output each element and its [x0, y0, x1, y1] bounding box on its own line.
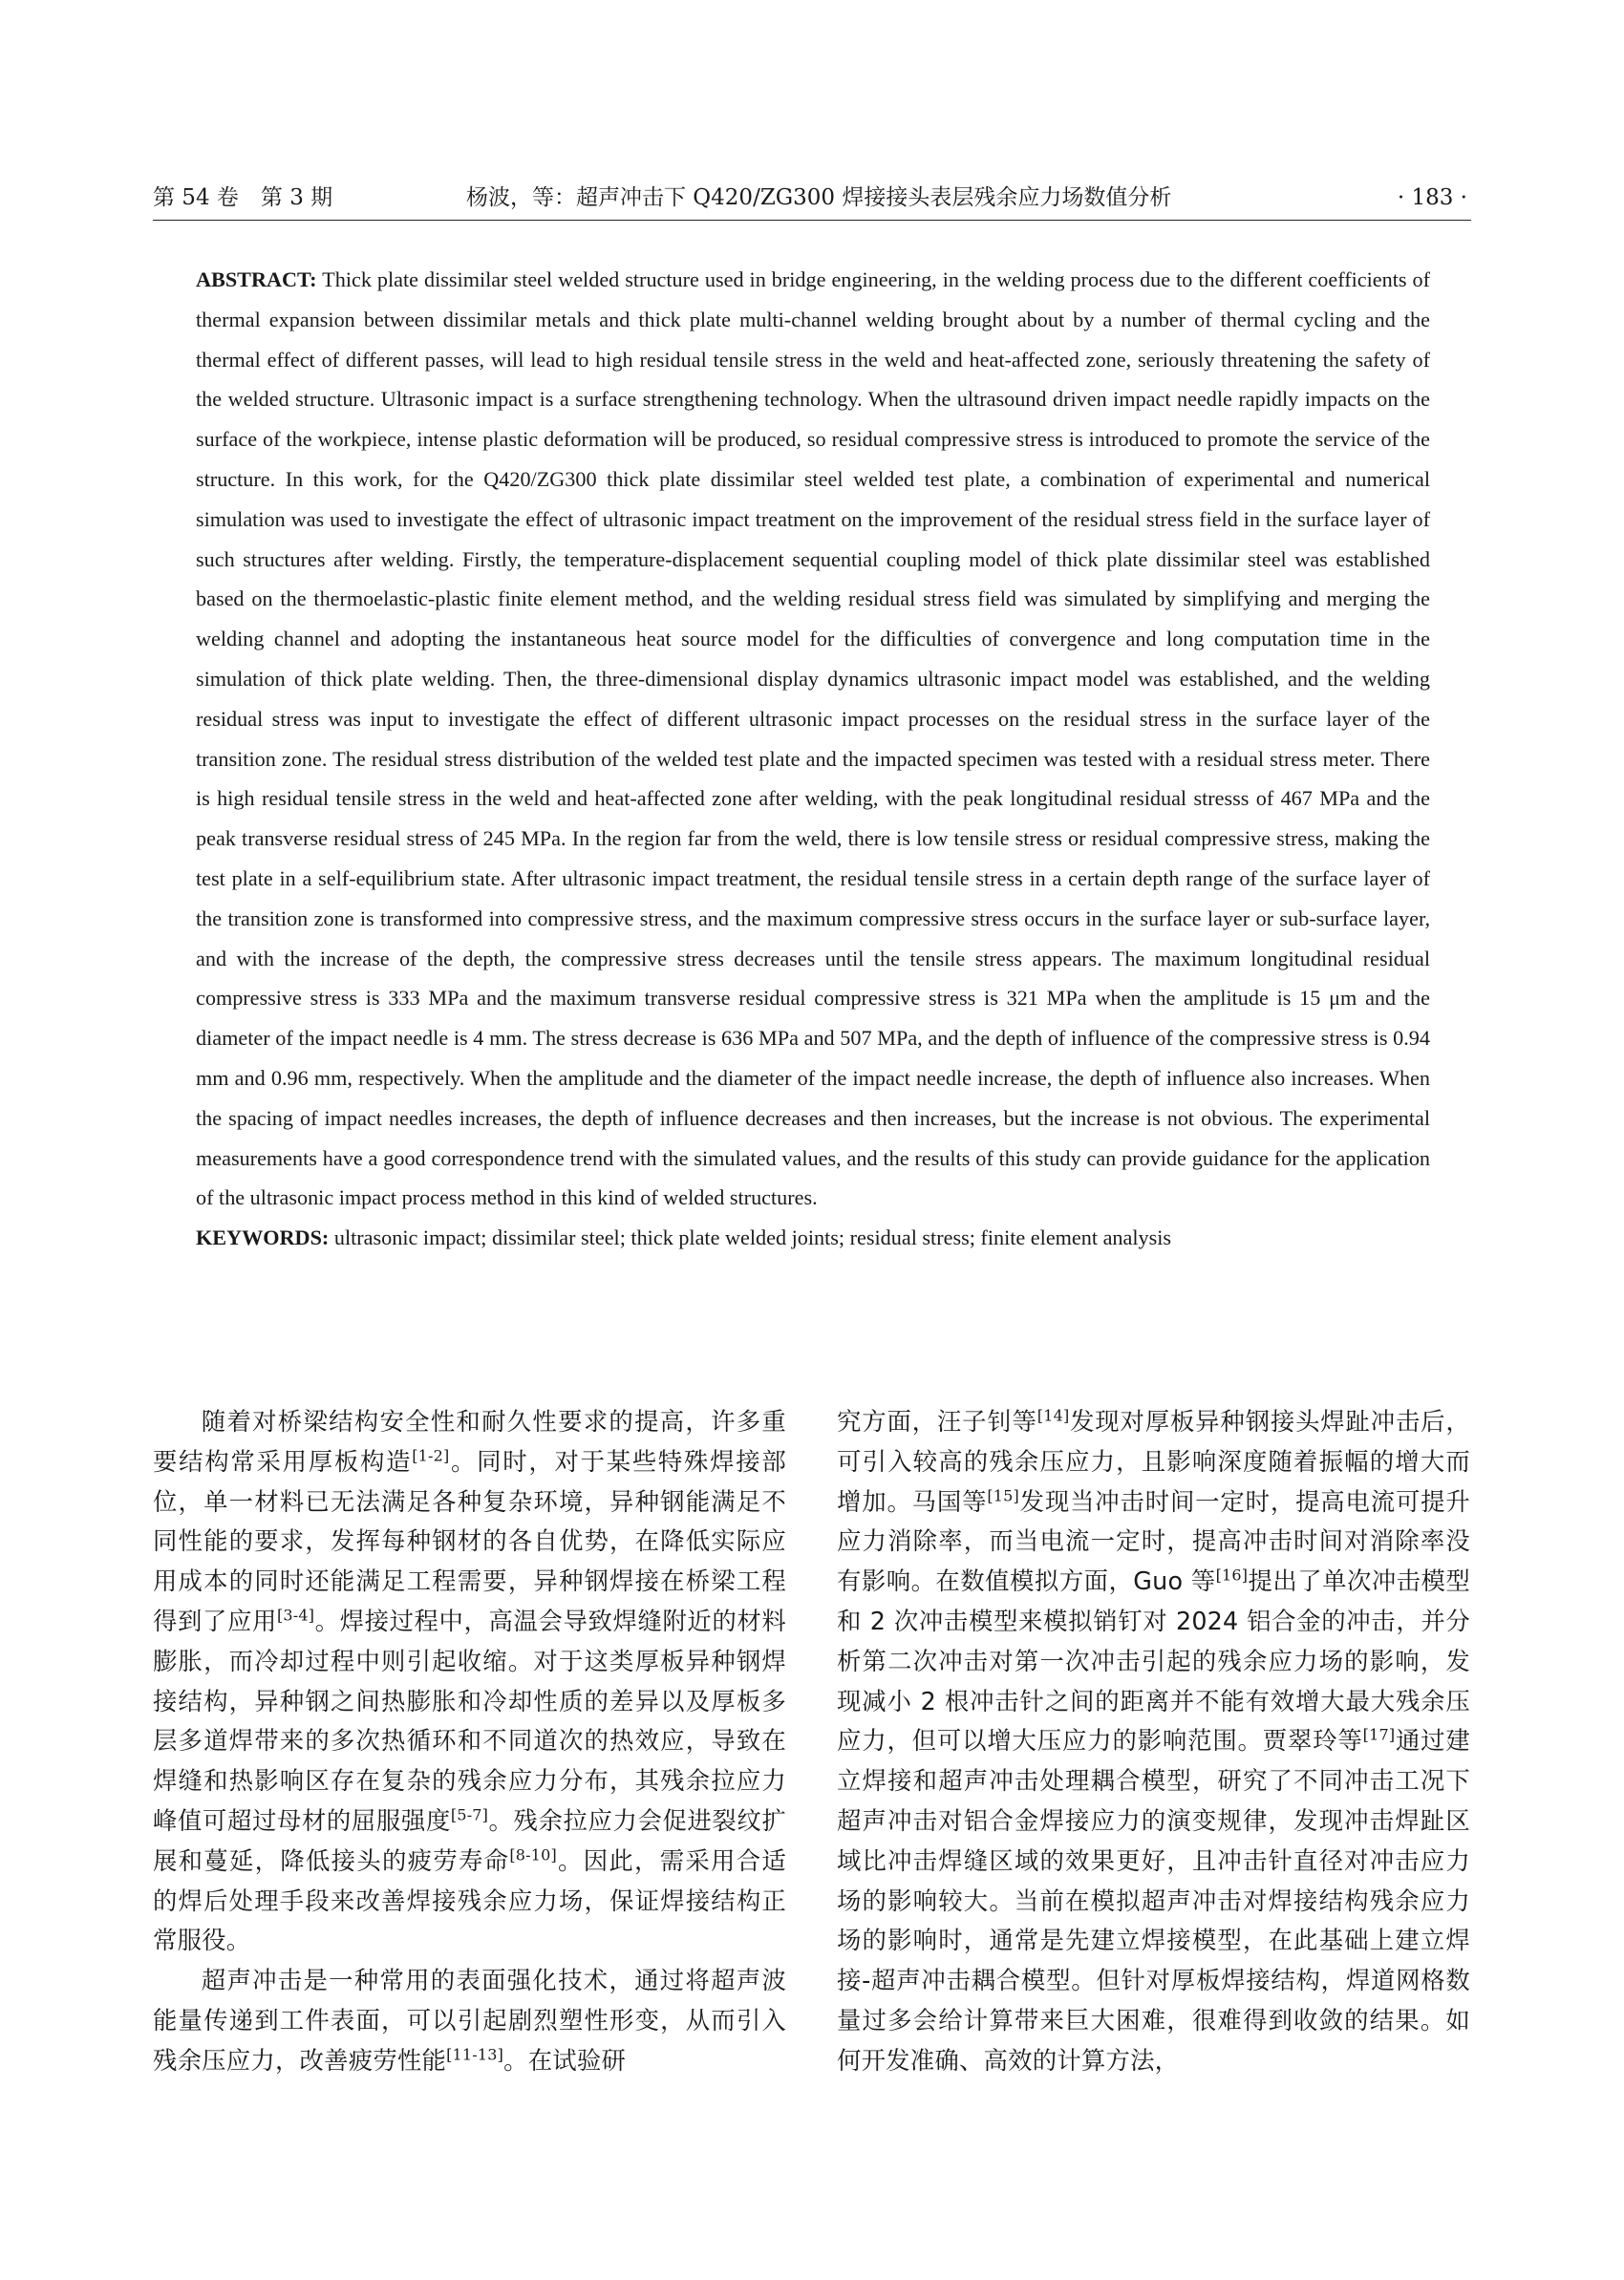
- citation: [17]: [1362, 1725, 1396, 1744]
- intro-paragraph-2: [153, 1961, 786, 2080]
- text-run: 。因此，需采用合适的焊后处理手段来改善焊接残余应力场，保证焊接结构正常服役。: [153, 1845, 786, 1955]
- citation: [16]: [1215, 1566, 1249, 1585]
- abstract-text: Thick plate dissimilar steel welded structure used in bridge engineering, in the welding process due to the different coefficients of thermal expansion between dissimilar metals and thick plate multi-channel welding brought about by a number of thermal cycling and the thermal effect of different passes, will lead to high residual tensile stress in the weld and heat-affected zone, seriously threatening the safety of the welded structure. Ultrasonic impact is a surface strengthening technology. When the ultrasound driven impact needle rapidly impacts on the surface of the workpiece, intense plastic deformation will be produced, so residual compressive stress is introduced to promote the service of the structure. In this work, for the Q420/ZG300 thick plate dissimilar steel welded test plate, a combination of experimental and numerical simulation was used to investigate the effect of ultrasonic impact treatment on the improvement of the residual stress field in the surface layer of such structures after welding. Firstly, the temperature-displacement sequential coupling model of thick plate dissimilar steel was established based on the thermoelastic-plastic finite element method, and the welding residual stress field was simulated by simplifying and merging the welding channel and adopting the instantaneous heat source model for the difficulties of convergence and long computation time in the simulation of thick plate welding. Then, the three-dimensional display dynamics ultrasonic impact model was established, and the welding residual stress was input to investigate the effect of different ultrasonic impact processes on the residual stress in the surface layer of the transition zone. The residual stress distribution of the welded test plate and the impacted specimen was tested with a residual stress meter. There is high residual tensile stress in the weld and heat-affected zone after welding, with the peak longitudinal residual stresss of 467 MPa and the peak transverse residual stress of 245 MPa. In the region far from the weld, there is low tensile stress or residual compressive stress, making the test plate in a self-equilibrium state. After ultrasonic impact treatment, the residual tensile stress in a certain depth range of the surface layer of the transition zone is transformed into compressive stress, and the maximum compressive stress occurs in the surface layer or sub-surface layer, and with the increase of the depth, the compressive stress decreases until the tensile stress appears. The maximum longitudinal residual compressive stress is 333 MPa and the maximum transverse residual compressive stress is 321 MPa when the amplitude is 15 μm and the diameter of the impact needle is 4 mm. The stress decrease is 636 MPa and 507 MPa, and the depth of influence of the compressive stress is 0.94 mm and 0.96 mm, respectively. When the amplitude and the diameter of the impact needle increase, the depth of influence also increases. When the spacing of impact needles increases, the depth of influence decreases and then increases, but the increase is not obvious. The experimental measurements have a good correspondence trend with the simulated values, and the results of this study can provide guidance for the application of the ultrasonic impact process method in this kind of welded structures.: [196, 267, 1430, 1210]
- text-run: 。在试验研: [503, 2045, 627, 2075]
- citation: [8-10]: [509, 1845, 557, 1864]
- intro-paragraph-1: [153, 1402, 786, 1961]
- left-column: [153, 1402, 786, 2081]
- text-run: 通过建立焊接和超声冲击处理耦合模型，研究了不同冲击工况下超声冲击对铝合金焊接应力的演变规律，发现冲击焊趾区域比冲击焊缝区域的效果更好，且冲击针直径对冲击应力场的影响较大。当前在模拟超声冲击对焊接结构残余应力场的影响时，通常是先建立焊接模型，在此基础上建立焊接-超声冲击耦合模型。但针对厚板焊接结构，焊道网格数量过多会给计算带来巨大困难，很难得到收敛的结果。如何开发准确、高效的计算方法，: [837, 1726, 1470, 2075]
- citation: [3-4]: [276, 1606, 315, 1625]
- abstract-label: ABSTRACT:: [196, 267, 317, 291]
- citation: [1-2]: [412, 1446, 450, 1465]
- right-column: [837, 1402, 1470, 2081]
- page-number: · 183 ·: [1397, 185, 1467, 210]
- citation: [5-7]: [450, 1805, 489, 1824]
- running-title: 杨波，等：超声冲击下 Q420/ZG300 焊接接头表层残余应力场数值分析: [466, 185, 1172, 210]
- keywords-label: KEYWORDS:: [196, 1225, 330, 1250]
- text-run: 发现当冲击时间一定时，提高电流可提升应力消除率，而当电流一定时，提高冲击时间对消除率没有影响。在数值模拟方面，Guo 等: [837, 1486, 1470, 1596]
- citation: [15]: [987, 1486, 1019, 1505]
- keywords-paragraph: [196, 1218, 1430, 1258]
- text-run: 提出了单次冲击模型和 2 次冲击模型来模拟销钉对 2024 铝合金的冲击，并分析第二次冲击对第一次冲击引起的残余应力场的影响，发现减小 2 根冲击针之间的距离并不能有效增大最大残余压应力，但可以增大压应力的影响范围。贾翠玲等: [837, 1566, 1470, 1756]
- body-columns: [153, 1402, 1471, 2128]
- text-run: 随着对桥梁结构安全性和耐久性要求的提高，许多重要结构常采用厚板构造: [153, 1407, 786, 1476]
- text-run: 。残余拉应力会促进裂纹扩展和蔓延，降低接头的疲劳寿命: [153, 1805, 786, 1875]
- keywords-text: ultrasonic impact; dissimilar steel; thick plate welded joints; residual stress; finite element analysis: [329, 1225, 1172, 1250]
- text-run: 。焊接过程中，高温会导致焊缝附近的材料膨胀，而冷却过程中则引起收缩。对于这类厚板异种钢焊接结构，异种钢之间热膨胀和冷却性质的差异以及厚板多层多道焊带来的多次热循环和不同道次的热效应，导致在焊缝和热影响区存在复杂的残余应力分布，其残余拉应力峰值可超过母材的屈服强度: [153, 1606, 786, 1835]
- citation: [11-13]: [446, 2045, 504, 2064]
- abstract-paragraph: [196, 260, 1430, 1218]
- text-run: 超声冲击是一种常用的表面强化技术，通过将超声波能量传递到工件表面，可以引起剧烈塑性形变，从而引入残余压应力，改善疲劳性能: [153, 1966, 786, 2075]
- citation: [14]: [1036, 1406, 1070, 1425]
- text-run: 发现对厚板异种钢接头焊趾冲击后，可引入较高的残余压应力，且影响深度随着振幅的增大而增加。马国等: [837, 1407, 1470, 1516]
- intro-paragraph-2-continued: [837, 1402, 1470, 2081]
- running-header: [153, 178, 1471, 221]
- abstract-block: [196, 260, 1430, 1258]
- volume-issue: 第 54 卷 第 3 期: [153, 185, 333, 210]
- text-run: 究方面，汪子钊等: [837, 1407, 1037, 1436]
- text-run: 。同时，对于某些特殊焊接部位，单一材料已无法满足各种复杂环境，异种钢能满足不同性能的要求，发挥每种钢材的各自优势，在降低实际应用成本的同时还能满足工程需要，异种钢焊接在桥梁工程得到了应用: [153, 1446, 787, 1635]
